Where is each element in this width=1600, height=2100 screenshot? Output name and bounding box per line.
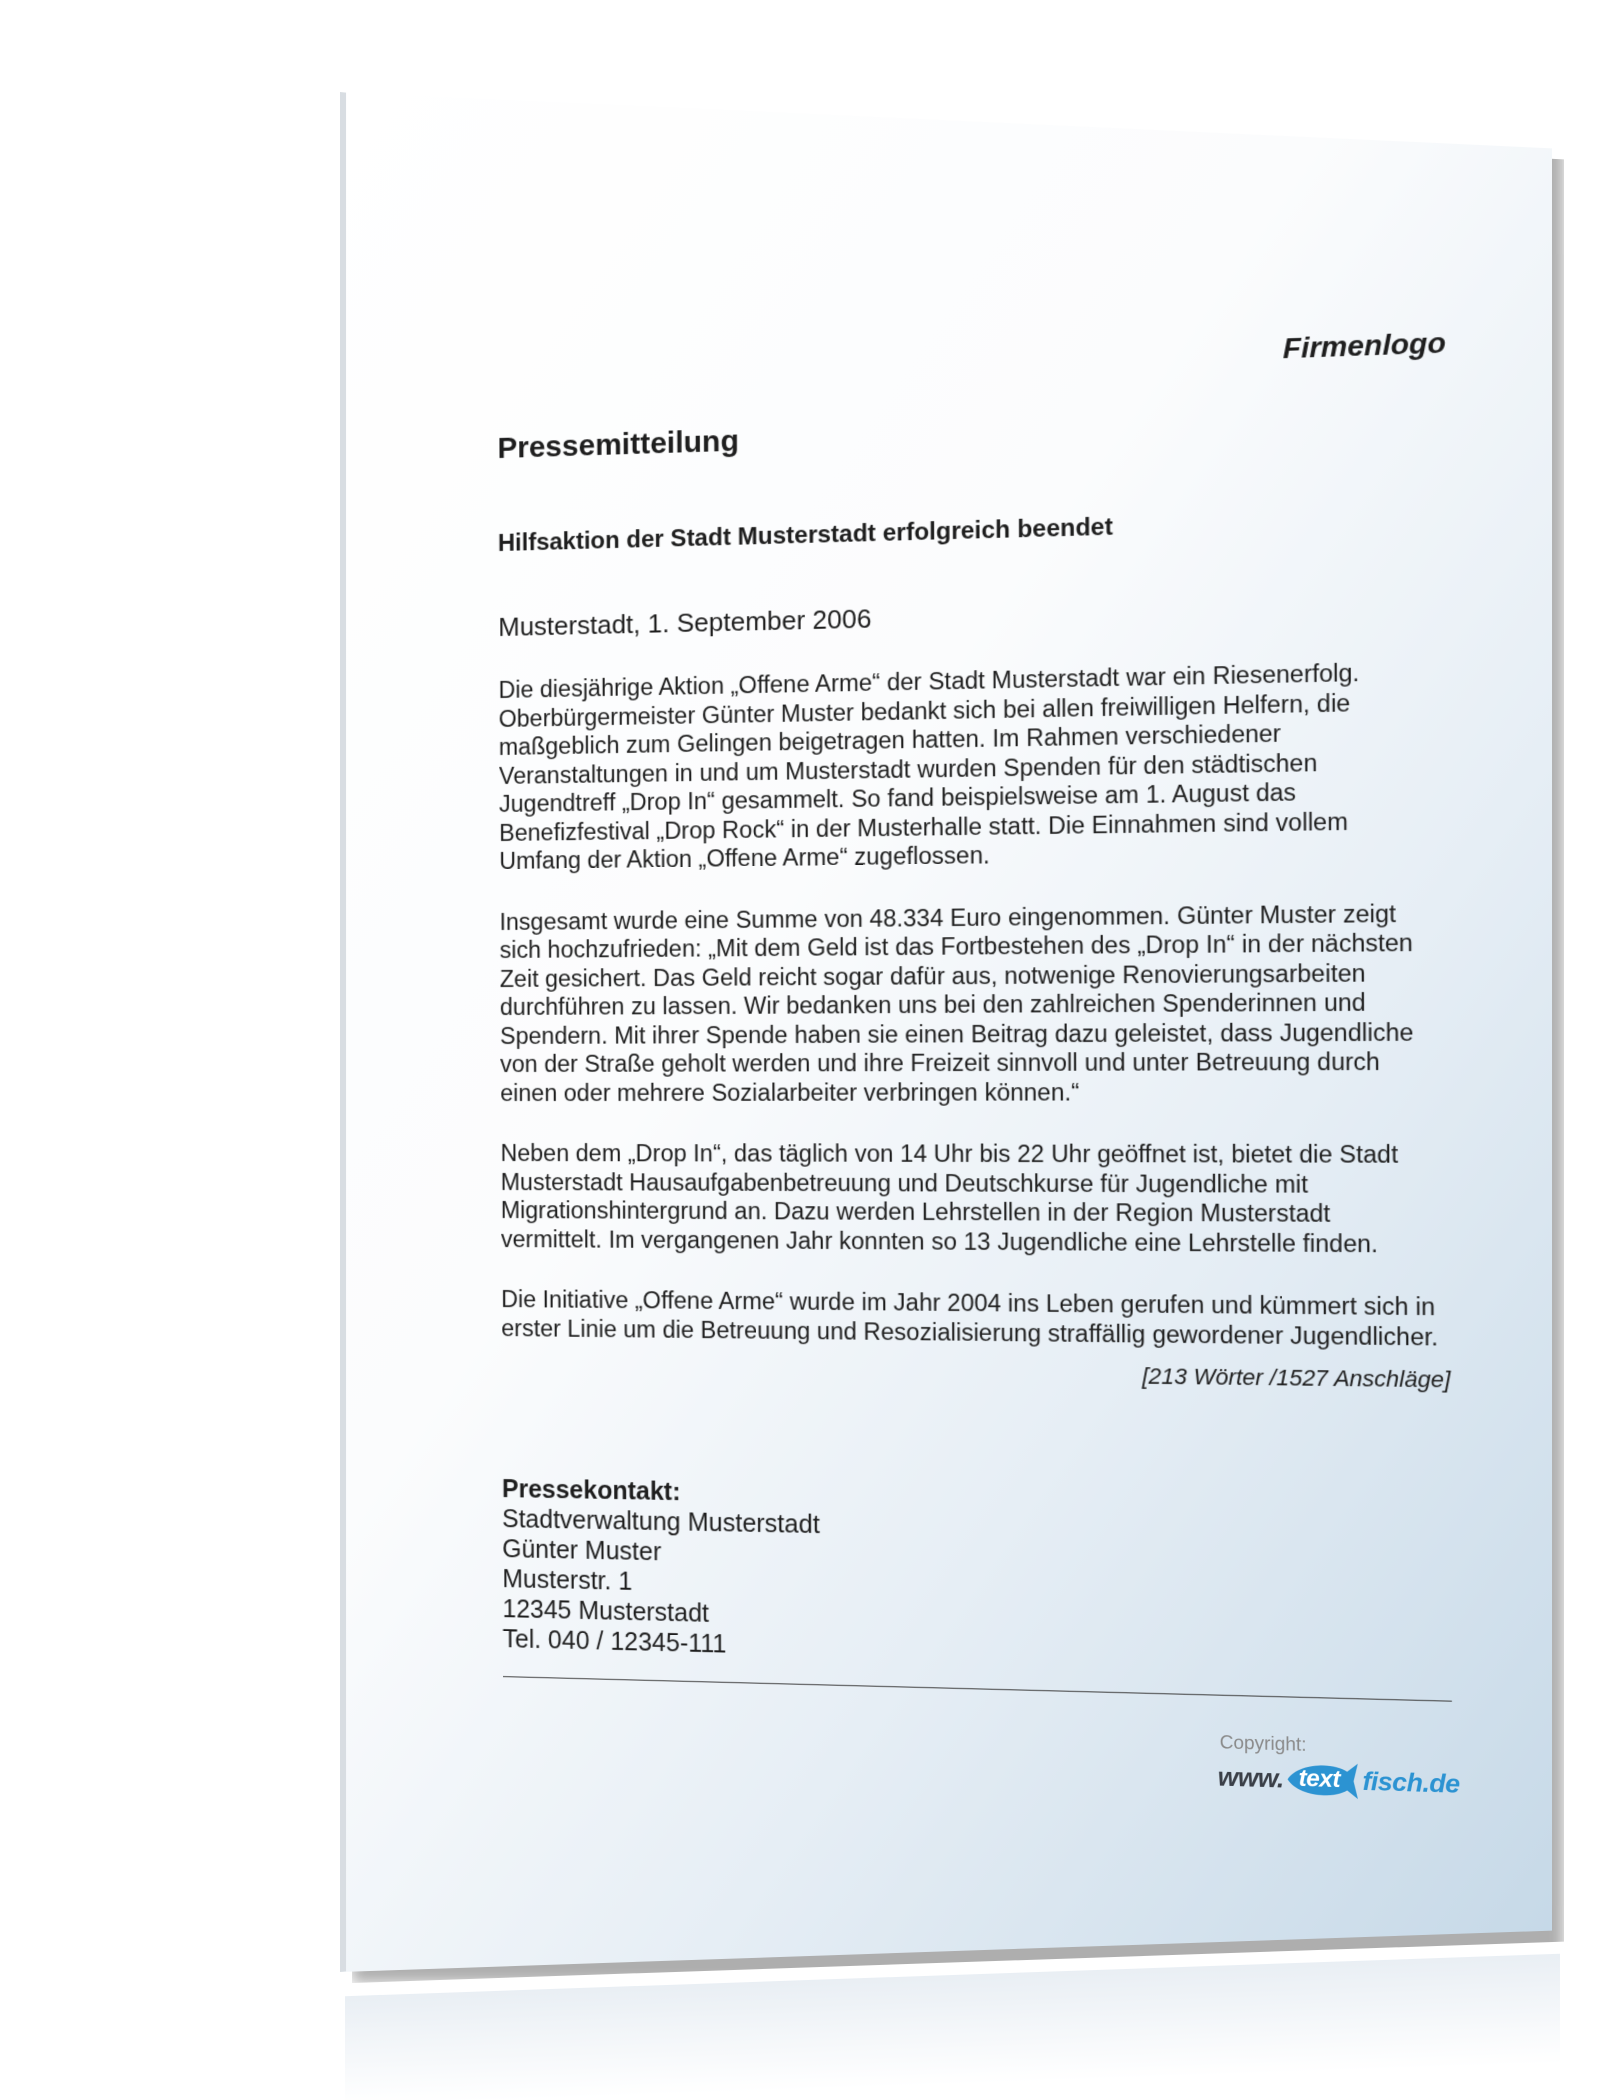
press-headline: Hilfsaktion der Stadt Musterstadt erfolgreich beendet: [497, 513, 1113, 558]
press-contact: [502, 1474, 820, 1662]
contact-person: Günter Muster: [502, 1535, 662, 1567]
fish-icon: [1286, 1760, 1361, 1802]
company-logo-placeholder: Firmenlogo: [1282, 326, 1446, 365]
body-paragraph-3: Neben dem „Drop In“, das täglich von 14 Uhr bis 22 Uhr geöffnet ist, bietet die Stadt Musterstadt Hausaufgabenbetreuung und Deutschkurse für Jugendliche mit Migrationshintergrund an. Dazu werden Lehrstellen in der Region Musterstadt vermittelt. Im vergangenen Jahr konnten so 13 Jugendliche eine Lehrstelle finden.: [500, 1140, 1399, 1257]
body-paragraph-2: Insgesamt wurde eine Summe von 48.334 Euro eingenommen. Günter Muster zeigt sich hochzufrieden: „Mit dem Geld ist das Fortbestehen des „Drop In“ in der nächsten Zeit gesichert. Das Geld reicht sogar dafür aus, notwenige Renovierungsarbeiten durchführen zu lassen. Wir bedanken uns bei den zahlreichen Spenderinnen und Spendern. Mit ihrer Spende haben sie einen Beitrag dazu geleistet, dass Jugendliche von der Straße geholt werden und ihre Freizeit sinnvoll und unter Betreuung durch einen oder mehrere Sozialarbeiter verbringen können.“: [499, 899, 1414, 1106]
body-text: [498, 657, 1445, 1386]
copyright-label: Copyright:: [1219, 1731, 1307, 1756]
page-content: [497, 326, 1460, 1799]
contact-organization: Stadtverwaltung Musterstadt: [502, 1505, 820, 1540]
logo-word: fisch: [1362, 1766, 1423, 1798]
logo-www: www.: [1217, 1762, 1284, 1794]
logo-domain: .de: [1422, 1768, 1460, 1799]
logo-fish-word: text: [1298, 1764, 1341, 1793]
body-paragraph-4: Die Initiative „Offene Arme“ wurde im Jahr 2004 ins Leben gerufen und kümmert sich in erster Linie um die Betreuung und Resozialisierung straffällig gewordener Jugendlicher.: [501, 1286, 1439, 1351]
document-title: Pressemitteilung: [497, 424, 739, 466]
copyright-watermark: [1218, 1732, 1474, 1805]
body-paragraph-1: Die diesjährige Aktion „Offene Arme“ der Stadt Musterstadt war ein Riesenerfolg. Oberbürgermeister Günter Muster bedankt sich bei allen freiwilligen Helfern, die maßgeblich zum Gelingen beigetragen hatten. Im Rahmen verschiedener Veranstaltungen in und um Musterstadt wurden Spenden für den städtischen Jugendtreff „Drop In“ gesammelt. So fand beispielsweise am 1. August das Benefizfestival „Drop Rock“ in der Musterhalle statt. Die Einnahmen sind vollem Umfang der Aktion „Offene Arme“ zugeflossen.: [498, 659, 1360, 875]
press-contact-label: Pressekontakt:: [501, 1475, 681, 1507]
date-line: Musterstadt, 1. September 2006: [498, 603, 872, 643]
contact-city: 12345 Musterstadt: [502, 1595, 710, 1628]
contact-street: Musterstr. 1: [502, 1565, 633, 1596]
contact-phone: Tel. 040 / 12345-111: [502, 1625, 727, 1659]
textfisch-logo: [1218, 1758, 1474, 1805]
word-count: [213 Wörter /1527 Anschläge]: [1142, 1363, 1451, 1393]
